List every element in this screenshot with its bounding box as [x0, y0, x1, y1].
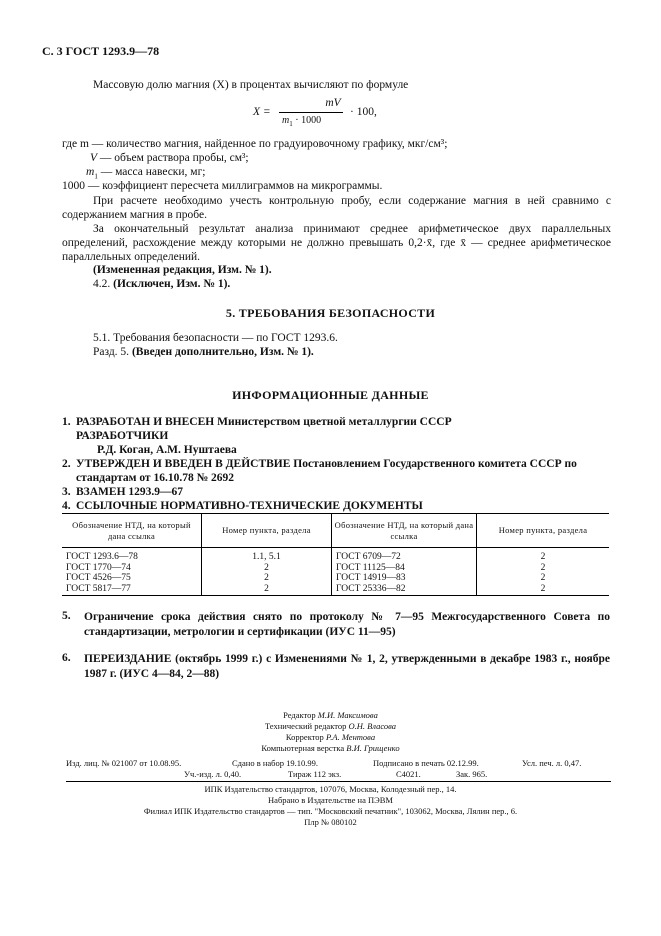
where-1000: 1000 — коэффициент пересчета миллиграммов на микрограммы.	[62, 180, 383, 192]
publisher-line-3: Филиал ИПК Издательство стандартов — тип. "Московский печатник", 103062, Москва, Лялин пер., 6.	[143, 806, 518, 816]
info-1-devs-label: РАЗРАБОТЧИКИ	[76, 430, 169, 442]
intro-text: Массовую долю магния (X) в процентах вычисляют по формуле	[93, 79, 409, 91]
imprint-code: С4021.	[396, 769, 421, 779]
info-4: 4. ССЫЛОЧНЫЕ НОРМАТИВНО-ТЕХНИЧЕСКИЕ ДОКУМЕНТЫ	[62, 500, 423, 512]
credit-corrector: Корректор Р.А. Ментова	[285, 732, 376, 742]
info-3: 3. ВЗАМЕН 1293.9—67	[62, 486, 184, 498]
info-1-devs: Р.Д. Коган, А.М. Нуштаева	[97, 444, 237, 456]
where-m: где m — количество магния, найденное по градуировочному графику, мкг/см³;	[62, 138, 448, 150]
imprint-set: Сдано в набор 19.10.99.	[232, 758, 318, 768]
info-6-num: 6.	[62, 652, 71, 664]
credit-layout: Компьютерная верстка В.И. Грищенко	[261, 743, 400, 753]
table-left-items: 1.1, 5.1 2 2 2	[202, 548, 332, 596]
table-left-docs: ГОСТ 1293.6—78 ГОСТ 1770—74 ГОСТ 4526—75 ГОСТ 5817—77	[62, 548, 202, 596]
formula-denominator: $m_1 \cdot 1000$	[282, 115, 322, 128]
formula-lhs: X =	[253, 106, 271, 118]
table-header-item-left: Номер пункта, раздела	[202, 514, 332, 548]
imprint-license: Изд. лиц. № 021007 от 10.08.95.	[66, 758, 182, 768]
where-v: V — объем раствора пробы, см³;	[90, 152, 249, 164]
credit-editor: Редактор М.И. Максимова	[283, 710, 378, 720]
publisher-line-4: Плр № 080102	[304, 817, 357, 827]
where-m1: $m_1$ — масса навески, мг;	[86, 166, 206, 181]
credit-tech-editor: Технический редактор О.Н. Власова	[264, 721, 397, 731]
info-5: Ограничение срока действия снято по протоколу № 7—95 Межгосударственного Совета по стандартизации, метрологии и сертификации (ИУС 11—95)	[84, 611, 610, 638]
formula-numerator: mV	[325, 97, 341, 109]
imprint-pech: Усл. печ. л. 0,47.	[522, 758, 582, 768]
section5-1: 5.1. Требования безопасности — по ГОСТ 1293.6.	[93, 332, 338, 344]
imprint-signed: Подписано в печать 02.12.99.	[373, 758, 479, 768]
table-row	[62, 548, 609, 596]
para-control: При расчете необходимо учесть контрольную пробу, если содержание магния в ней сравнимо с содержанием магния в пробе.	[62, 195, 611, 221]
table-header-item-right: Номер пункта, раздела	[477, 514, 610, 548]
table-header-doc-left: Обозначение НТД, на который дана ссылка	[62, 514, 202, 548]
para-final: За окончательный результат анализа принимают среднее арифметическое двух параллельных определений, расхождение между которыми не должно превышать 0,2·x̄, где x̄ — среднее арифметическое параллельных определений.	[62, 223, 611, 263]
section5-razd: Разд. 5. (Введен дополнительно, Изм. № 1).	[93, 346, 314, 358]
imprint-divider	[66, 781, 611, 782]
formula-times: · 100,	[350, 106, 377, 118]
page-header: С. 3 ГОСТ 1293.9—78	[42, 44, 160, 58]
edit-note-1: (Измененная редакция, Изм. № 1).	[93, 264, 272, 276]
publisher-line-2: Набрано в Издательстве на ПЭВМ	[268, 795, 393, 805]
info-2-cont: стандартам от 16.10.78 № 2692	[76, 472, 235, 484]
imprint-uchizd: Уч.-изд. л. 0,40.	[184, 769, 242, 779]
formula-fraction-bar	[279, 112, 343, 113]
imprint-tirazh: Тираж 112 экз.	[288, 769, 342, 779]
publisher-line-1: ИПК Издательство стандартов, 107076, Москва, Колодезный пер., 14.	[204, 784, 457, 794]
info-5-num: 5.	[62, 610, 71, 622]
info-2: 2. УТВЕРЖДЕН И ВВЕДЕН В ДЕЙСТВИЕ Постановлением Государственного комитета СССР по	[62, 458, 577, 470]
info-title: ИНФОРМАЦИОННЫЕ ДАННЫЕ	[232, 388, 429, 402]
info-1: 1. РАЗРАБОТАН И ВНЕСЕН Министерством цветной металлургии СССР	[62, 416, 452, 428]
table-right-docs: ГОСТ 6709—72 ГОСТ 11125—84 ГОСТ 14919—83 ГОСТ 25336—82	[332, 548, 477, 596]
table-header-doc-right: Обозначение НТД, на который дана ссылка	[332, 514, 477, 548]
references-table	[62, 513, 609, 596]
section5-title: 5. ТРЕБОВАНИЯ БЕЗОПАСНОСТИ	[225, 306, 436, 320]
imprint-zak: Зак. 965.	[456, 769, 488, 779]
info-6: ПЕРЕИЗДАНИЕ (октябрь 1999 г.) с Изменениями № 1, 2, утвержденными в декабре 1983 г., ноябре 1987 г. (ИУС 4—84, 2—88)	[84, 653, 610, 680]
table-right-items: 2 2 2 2	[477, 548, 610, 596]
item-4-2: 4.2. (Исключен, Изм. № 1).	[93, 278, 231, 290]
